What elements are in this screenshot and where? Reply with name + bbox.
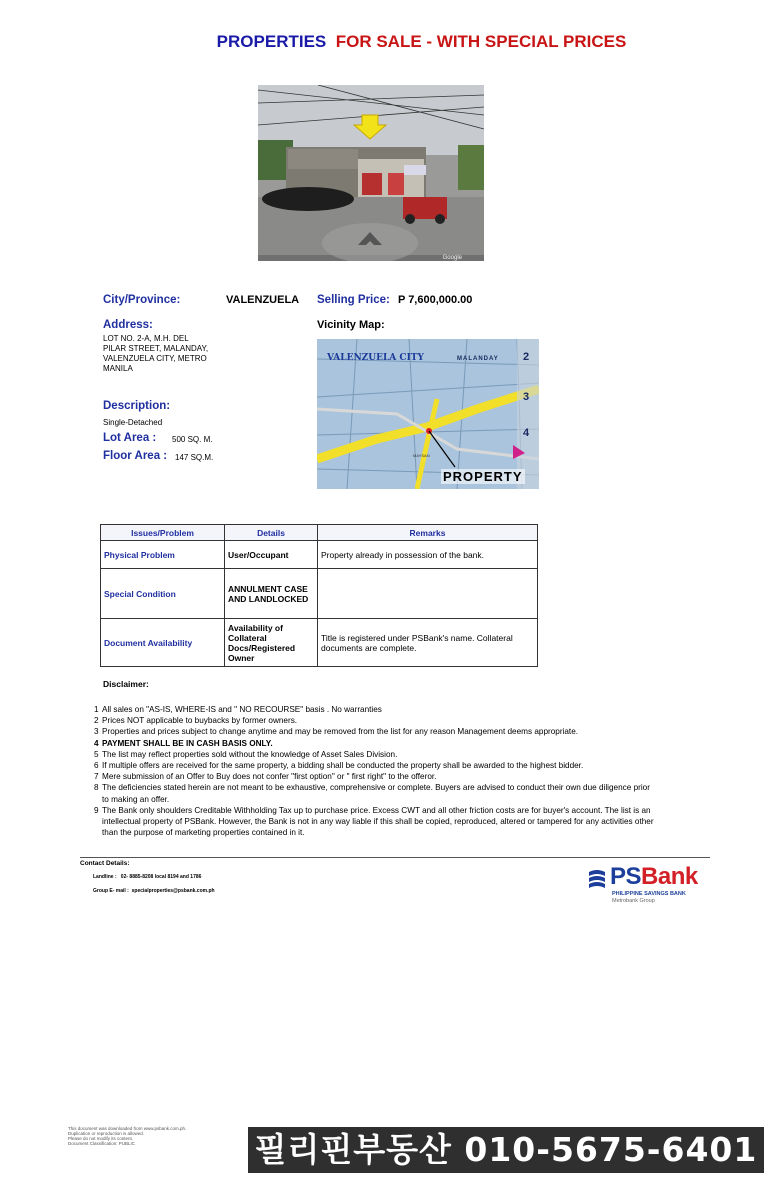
item-number: 3 xyxy=(94,727,99,737)
footer-note-line: Duplication or reproduction is allowed. xyxy=(68,1131,145,1136)
map-grid-number: 3 xyxy=(523,391,530,403)
item-number: 5 xyxy=(94,749,99,759)
disclaimer-item xyxy=(94,738,654,749)
details-cell: ANNULMENT CASE AND LANDLOCKED xyxy=(225,569,318,619)
details-cell: Availability of Collateral Docs/Registered Owner xyxy=(225,619,318,667)
phone-banner: 필리핀부동산 010-5675-6401 xyxy=(248,1127,764,1173)
map-city-label: VALENZUELA CITY xyxy=(327,353,424,363)
map-grid-number: 4 xyxy=(523,427,530,439)
remarks-cell: Property already in possession of the bank. xyxy=(318,541,538,569)
column-header: Issues/Problem xyxy=(101,525,225,541)
map-property-marker: PROPERTY xyxy=(443,469,523,484)
psbank-logo-mark-icon xyxy=(586,868,608,890)
landline-label: Landline : xyxy=(93,874,117,880)
disclaimer-item xyxy=(94,760,654,771)
contact-details xyxy=(80,860,215,894)
description-label: Description: xyxy=(103,400,171,412)
disclaimer-item xyxy=(94,805,654,839)
psbank-subtitle: PHILIPPINE SAVINGS BANK xyxy=(612,891,686,897)
property-photo xyxy=(258,85,484,261)
table-row xyxy=(101,569,538,619)
psbank-logo xyxy=(586,863,711,908)
address-line: VALENZUELA CITY, METRO xyxy=(103,354,207,363)
map-street-label: MAYSAN xyxy=(413,453,430,458)
item-number: 4 xyxy=(94,738,99,748)
floor-area-label: Floor Area : xyxy=(103,450,168,462)
details-cell: User/Occupant xyxy=(225,541,318,569)
price-value: P 7,600,000.00 xyxy=(398,294,473,306)
city-value: VALENZUELA xyxy=(226,294,300,306)
column-header: Remarks xyxy=(318,525,538,541)
disclaimer-list xyxy=(94,704,654,838)
issues-table xyxy=(100,524,538,667)
disclaimer-item xyxy=(94,704,654,715)
table-header-row xyxy=(101,525,538,541)
footer-note xyxy=(68,1126,198,1146)
map-area-label: MALANDAY xyxy=(457,356,499,362)
psbank-group: Metrobank Group xyxy=(612,898,655,904)
item-text: All sales on "AS-IS, WHERE-IS and " NO RECOURSE" basis . No warranties xyxy=(102,705,382,714)
contact-landline xyxy=(93,874,215,880)
footer-note-line: This document was downloaded from www.psbank.com.ph. xyxy=(68,1126,187,1131)
title-part-1: PROPERTIES xyxy=(216,32,327,51)
lot-area-value: 500 SQ. M. xyxy=(172,435,213,444)
item-text: The Bank only shoulders Creditable Withholding Tax up to purchase price. Excess CWT and all other friction costs are for buyer's account. The list is an intellectual property of PSBank. However, the Bank is not in any way liable if this shall be copied, reproduced, altered or tampered for any activities other than the purpose of marketing properties contained in it. xyxy=(102,805,654,838)
disclaimer-label: Disclaimer: xyxy=(103,679,149,689)
email-label: Group E- mail : xyxy=(93,888,129,894)
table-row xyxy=(101,541,538,569)
landline-value: 02- 8885-8208 local 8194 and 1786 xyxy=(120,874,202,880)
address-label: Address: xyxy=(103,319,153,331)
item-text: PAYMENT SHALL BE IN CASH BASIS ONLY. xyxy=(102,738,273,748)
item-number: 9 xyxy=(94,805,99,815)
address-value xyxy=(103,334,233,374)
price-label: Selling Price: xyxy=(317,294,390,306)
item-text: Prices NOT applicable to buybacks by former owners. xyxy=(102,716,298,726)
contact-label: Contact Details: xyxy=(80,860,130,867)
remarks-cell: Title is registered under PSBank's name. Collateral documents are complete. xyxy=(318,619,538,667)
disclaimer-item xyxy=(94,782,654,804)
issue-cell: Physical Problem xyxy=(101,541,225,569)
disclaimer-item xyxy=(94,749,654,760)
item-number: 7 xyxy=(94,772,99,782)
address-line: LOT NO. 2-A, M.H. DEL xyxy=(103,334,189,343)
disclaimer-item xyxy=(94,771,654,782)
item-number: 2 xyxy=(94,716,99,726)
disclaimer-item xyxy=(94,726,654,737)
disclaimer-item xyxy=(94,715,654,726)
issue-cell: Document Availability xyxy=(101,619,225,667)
lot-area-label: Lot Area : xyxy=(103,432,157,444)
table-row xyxy=(101,619,538,667)
footer-note-line: Document Classification: PUBLIC xyxy=(68,1141,136,1146)
item-number: 1 xyxy=(94,705,99,714)
email-value: specialproperties@psbank.com.ph xyxy=(131,888,215,894)
photo-credit: Google xyxy=(442,255,462,261)
item-text: If multiple offers are received for the same property, a bidding shall be conducted the property shall be awarded to the highest bidder. xyxy=(102,761,584,771)
address-line: PILAR STREET, MALANDAY, xyxy=(103,344,209,353)
remarks-cell xyxy=(318,569,538,619)
map-grid-number: 2 xyxy=(523,351,530,363)
vicinity-map xyxy=(317,339,539,489)
item-text: The deficiencies stated herein are not meant to be exhaustive, comprehensive or complete. Buyers are advised to conduct their own due diligence prior to making an offer. xyxy=(102,783,650,804)
divider xyxy=(80,857,710,858)
item-text: The list may reflect properties sold without the knowledge of Asset Sales Division. xyxy=(102,749,398,759)
contact-email xyxy=(93,888,215,894)
item-text: Mere submission of an Offer to Buy does not confer "first option" or " first right" to the offeror. xyxy=(102,772,437,782)
vicinity-label: Vicinity Map: xyxy=(317,319,385,331)
psbank-wordmark: PSBank xyxy=(610,863,698,890)
title-part-2: FOR SALE - WITH SPECIAL PRICES xyxy=(335,32,627,51)
item-text: Properties and prices subject to change anytime and may be removed from the list for any reason Management deems appropriate. xyxy=(102,727,579,737)
footer-note-line: Please do not modify its content. xyxy=(68,1136,134,1141)
item-number: 6 xyxy=(94,761,99,771)
city-label: City/Province: xyxy=(103,294,181,306)
item-number: 8 xyxy=(94,783,99,793)
description-value: Single-Detached xyxy=(103,418,163,427)
address-line: MANILA xyxy=(103,364,133,373)
issue-cell: Special Condition xyxy=(101,569,225,619)
floor-area-value: 147 SQ.M. xyxy=(175,453,214,462)
page-title xyxy=(0,32,773,52)
column-header: Details xyxy=(225,525,318,541)
